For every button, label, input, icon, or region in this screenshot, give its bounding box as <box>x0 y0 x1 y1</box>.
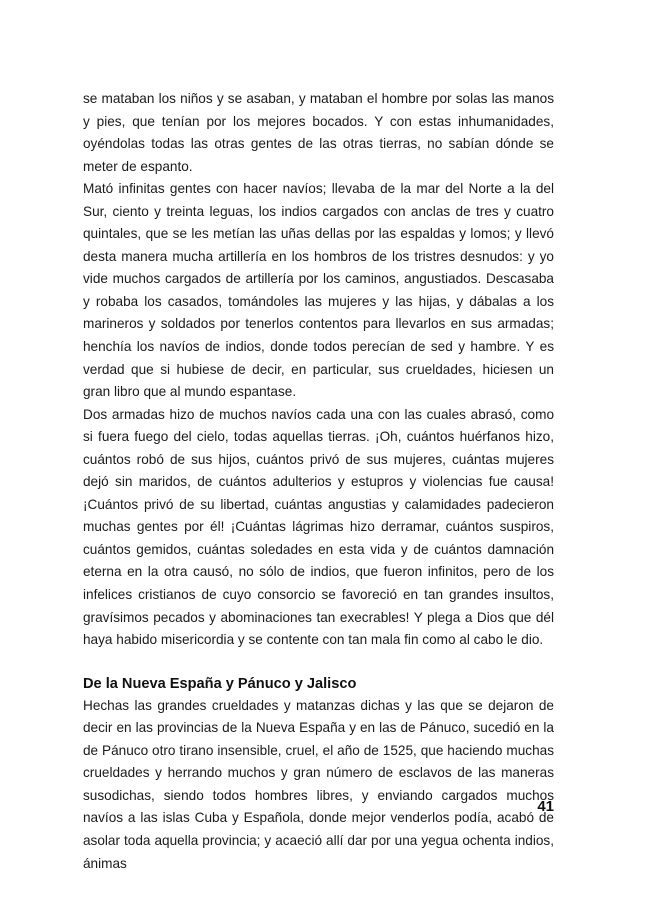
section-heading: De la Nueva España y Pánuco y Jalisco <box>83 675 357 692</box>
page-number: 41 <box>537 798 554 815</box>
paragraph: se mataban los niños y se asaban, y mataban el hombre por solas las manos y pies, que tenían por los mejores bocados. Y con estas inhumanidades, oyéndolas todas las otras gentes de las otras tierras, no sabían dónde se meter de espanto. <box>83 91 554 174</box>
paragraph: Mató infinitas gentes con hacer navíos; llevaba de la mar del Norte a la del Sur, ciento y treinta leguas, los indios cargados con anclas de tres y cuatro quintales, que se les metían las uñas dellas por las espaldas y lomos; y llevó desta manera mucha artillería en los hombros de los tristres desnudos: y yo vide muchos cargados de artillería por los caminos, angustiados. Descasaba y robaba los casados, tomándoles las mujeres y las hijas, y dábalas a los marineros y soldados por tenerlos contentos para llevarlos en sus armadas; henchía los navíos de indios, donde todos perecían de sed y hambre. Y es verdad que si hubiese de decir, en particular, sus crueldades, hiciesen un gran libro que al mundo espantase. <box>83 181 554 400</box>
body-text <box>83 88 554 875</box>
paragraph: Dos armadas hizo de muchos navíos cada una con las cuales abrasó, como si fuera fuego del cielo, todas aquellas tierras. ¡Oh, cuántos huérfanos hizo, cuántos robó de sus hijos, cuántos privó de sus mujeres, cuántas mujeres dejó sin maridos, de cuántos adulterios y estupros y violencias fue causa! ¡Cuántos privó de su libertad, cuántas angustias y calamidades padecieron muchas gentes por él! ¡Cuántas lágrimas hizo derramar, cuántos suspiros, cuántos gemidos, cuántas soledades en esta vida y de cuántos damnación eterna en la otra causó, no sólo de indios, que fueron infinitos, pero de los infelices cristianos de cuyo consorcio se favoreció en tan grandes insultos, gravísimos pecados y abominaciones tan execrables! Y plega a Dios que dél haya habido misericordia y se contente con tan mala fin como al cabo le dio. <box>83 406 554 648</box>
paragraph: Hechas las grandes crueldades y matanzas dichas y las que se dejaron de decir en las provincias de la Nueva España y en las de Pánuco, sucedió en la de Pánuco otro tirano insensible, cruel, el año de 1525, que haciendo muchas crueldades y herrando muchos y gran número de esclavos de las maneras susodichas, siendo todos hombres libres, y enviando cargados muchos navíos a las islas Cuba y Española, donde mejor venderlos podía, acabó de asolar toda aquella provincia; y acaeció allí dar por una yegua ochenta indios, ánimas <box>83 697 554 871</box>
